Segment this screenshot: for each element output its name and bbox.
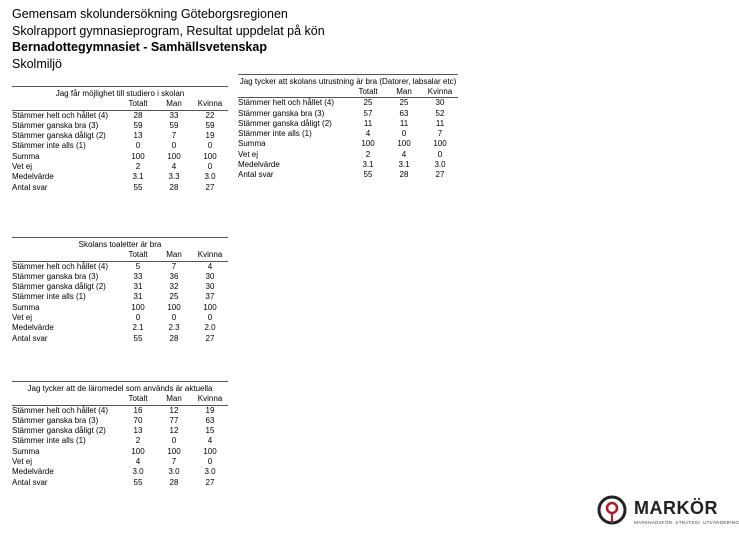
cell-value: 100 (361, 139, 375, 149)
report-title: Gemensam skolundersökning Göteborgsregionen (12, 7, 288, 21)
table-title: Skolans toaletter är bra (12, 237, 228, 250)
table-row (12, 282, 228, 292)
cell-value: 59 (205, 120, 215, 130)
table-toaletter (12, 237, 228, 344)
cell-value: 0 (135, 141, 141, 151)
cell-value: 3.1 (362, 160, 374, 170)
cell-value: 4 (207, 436, 213, 446)
table-title: Jag tycker att de läromedel som används är aktuella (12, 381, 228, 394)
row-label: Stämmer ganska dåligt (2) (12, 131, 106, 141)
cell-value: 70 (133, 415, 143, 425)
report-subtitle: Skolrapport gymnasieprogram, Resultat uppdelat på kön (12, 23, 325, 38)
row-label: Medelvärde (12, 172, 54, 182)
cell-value: 0 (207, 141, 213, 151)
row-label: Stämmer ganska bra (3) (238, 108, 325, 118)
table-row (12, 467, 228, 477)
table-row (12, 172, 228, 182)
table-row (12, 111, 228, 121)
table-title: Jag får möjlighet till studiero i skolan (12, 86, 228, 99)
table-row (12, 416, 228, 426)
table-row (238, 170, 458, 180)
cell-value: 0 (207, 313, 213, 323)
header-blank (238, 87, 350, 97)
row-label: Summa (238, 139, 266, 149)
cell-value: 0 (207, 457, 213, 467)
row-label: Medelvärde (12, 467, 54, 477)
cell-value: 4 (365, 129, 371, 139)
row-label: Antal svar (12, 477, 48, 487)
header-blank (12, 99, 120, 109)
column-header: Totalt (128, 394, 148, 404)
row-label: Stämmer helt och hållet (4) (12, 261, 109, 271)
logo-name: MARKÖR (634, 498, 718, 518)
cell-value: 30 (205, 271, 215, 281)
cell-value: 55 (133, 182, 143, 192)
cell-value: 100 (131, 302, 145, 312)
cell-value: 28 (169, 333, 179, 343)
row-label: Summa (12, 302, 40, 312)
table-row (12, 141, 228, 151)
school-program: Bernadottegymnasiet - Samhällsvetenskap (12, 40, 267, 54)
table-row (12, 323, 228, 333)
table-title: Jag tycker att skolans utrustning är bra (Datorer, labsalar etc) (238, 74, 458, 87)
table-header-row (12, 394, 228, 405)
cell-value: 77 (169, 415, 179, 425)
cell-value: 0 (171, 313, 177, 323)
table-row (12, 457, 228, 467)
row-label: Stämmer ganska bra (3) (12, 415, 99, 425)
cell-value: 15 (205, 426, 215, 436)
cell-value: 100 (131, 151, 145, 161)
row-label: Stämmer inte alls (1) (12, 436, 86, 446)
cell-value: 3.1 (398, 160, 410, 170)
header-blank (12, 250, 120, 260)
cell-value: 3.0 (204, 467, 216, 477)
column-header: Man (396, 87, 412, 96)
table-header-row (12, 99, 228, 110)
cell-value: 63 (399, 108, 409, 118)
cell-value: 33 (169, 110, 179, 120)
cell-value: 25 (399, 98, 409, 108)
cell-value: 4 (135, 457, 141, 467)
row-label: Stämmer inte alls (1) (12, 292, 86, 302)
header-blank (12, 394, 120, 404)
cell-value: 63 (205, 415, 215, 425)
cell-value: 27 (205, 182, 215, 192)
row-label: Vet ej (12, 313, 33, 323)
table-row (238, 160, 458, 170)
row-label: Stämmer ganska dåligt (2) (12, 426, 106, 436)
table-row (12, 152, 228, 162)
cell-value: 13 (133, 426, 143, 436)
row-label: Vet ej (238, 149, 259, 159)
table-header-row (12, 250, 228, 261)
cell-value: 3.0 (168, 467, 180, 477)
cell-value: 55 (133, 333, 143, 343)
cell-value: 30 (205, 282, 215, 292)
column-header: Kvinna (197, 394, 223, 404)
cell-value: 3.3 (168, 172, 180, 182)
row-label: Medelvärde (12, 323, 54, 333)
row-label: Stämmer helt och hållet (4) (12, 110, 109, 120)
table-row (238, 150, 458, 160)
cell-value: 0 (207, 162, 213, 172)
cell-value: 22 (205, 110, 215, 120)
cell-value: 100 (131, 446, 145, 456)
table-row (12, 436, 228, 446)
row-label: Stämmer ganska bra (3) (12, 120, 99, 130)
cell-value: 100 (203, 151, 217, 161)
cell-value: 16 (133, 405, 143, 415)
row-label: Summa (12, 151, 40, 161)
table-row (12, 426, 228, 436)
row-label: Vet ej (12, 457, 33, 467)
cell-value: 100 (203, 302, 217, 312)
markor-logo (596, 494, 739, 534)
table-utrustning (238, 74, 458, 181)
cell-value: 12 (169, 405, 179, 415)
table-studiero (12, 86, 228, 193)
table-row (12, 183, 228, 193)
row-label: Stämmer helt och hållet (4) (12, 405, 109, 415)
cell-value: 100 (167, 151, 181, 161)
table-row (12, 121, 228, 131)
row-label: Medelvärde (238, 160, 280, 170)
table-row (12, 292, 228, 302)
cell-value: 28 (169, 182, 179, 192)
cell-value: 100 (433, 139, 447, 149)
cell-value: 0 (171, 436, 177, 446)
cell-value: 19 (205, 405, 215, 415)
table-row (12, 334, 228, 344)
cell-value: 2 (135, 436, 141, 446)
markor-logo-icon (596, 494, 628, 526)
cell-value: 28 (169, 477, 179, 487)
cell-value: 3.0 (132, 467, 144, 477)
table-header-row (238, 87, 458, 98)
cell-value: 0 (401, 129, 407, 139)
cell-value: 37 (205, 292, 215, 302)
cell-value: 27 (205, 477, 215, 487)
cell-value: 2 (365, 149, 371, 159)
table-row (12, 131, 228, 141)
table-row (238, 98, 458, 108)
row-label: Stämmer ganska bra (3) (12, 271, 99, 281)
cell-value: 11 (435, 118, 445, 128)
column-header: Kvinna (197, 99, 223, 109)
cell-value: 100 (203, 446, 217, 456)
cell-value: 25 (169, 292, 179, 302)
column-header: Man (166, 394, 182, 404)
cell-value: 28 (399, 170, 409, 180)
cell-value: 4 (171, 162, 177, 172)
cell-value: 2.1 (132, 323, 144, 333)
cell-value: 5 (135, 261, 141, 271)
table-row (12, 272, 228, 282)
cell-value: 55 (133, 477, 143, 487)
table-row (12, 162, 228, 172)
cell-value: 36 (169, 271, 179, 281)
cell-value: 0 (437, 149, 443, 159)
row-label: Stämmer ganska dåligt (2) (12, 282, 106, 292)
table-row (238, 119, 458, 129)
cell-value: 3.1 (132, 172, 144, 182)
cell-value: 30 (435, 98, 445, 108)
table-row (12, 303, 228, 313)
column-header: Kvinna (197, 250, 223, 260)
cell-value: 100 (167, 302, 181, 312)
cell-value: 52 (435, 108, 445, 118)
column-header: Totalt (128, 250, 148, 260)
cell-value: 4 (401, 149, 407, 159)
cell-value: 28 (133, 110, 143, 120)
cell-value: 59 (133, 120, 143, 130)
cell-value: 12 (169, 426, 179, 436)
row-label: Stämmer ganska dåligt (2) (238, 118, 332, 128)
table-row (12, 447, 228, 457)
cell-value: 100 (397, 139, 411, 149)
table-row (238, 139, 458, 149)
section-title: Skolmiljö (12, 56, 63, 71)
cell-value: 27 (435, 170, 445, 180)
cell-value: 33 (133, 271, 143, 281)
cell-value: 19 (205, 131, 215, 141)
cell-value: 100 (167, 446, 181, 456)
cell-value: 3.0 (204, 172, 216, 182)
cell-value: 11 (363, 118, 373, 128)
cell-value: 27 (205, 333, 215, 343)
cell-value: 4 (207, 261, 213, 271)
row-label: Stämmer inte alls (1) (12, 141, 86, 151)
row-label: Antal svar (12, 182, 48, 192)
cell-value: 59 (169, 120, 179, 130)
cell-value: 7 (437, 129, 443, 139)
row-label: Vet ej (12, 162, 33, 172)
row-label: Antal svar (238, 170, 274, 180)
table-laromedel (12, 381, 228, 488)
table-row (12, 313, 228, 323)
row-label: Stämmer inte alls (1) (238, 129, 312, 139)
report-header (12, 6, 325, 72)
cell-value: 11 (399, 118, 409, 128)
cell-value: 0 (135, 313, 141, 323)
table-row (238, 129, 458, 139)
row-label: Summa (12, 446, 40, 456)
cell-value: 32 (169, 282, 179, 292)
cell-value: 0 (171, 141, 177, 151)
logo-tagline: MARKNADSFÖR. STRATEGI. UTVÄRDERING (634, 520, 739, 525)
column-header: Man (166, 250, 182, 260)
cell-value: 3.0 (434, 160, 446, 170)
row-label: Antal svar (12, 333, 48, 343)
table-row (12, 478, 228, 488)
cell-value: 2.0 (204, 323, 216, 333)
cell-value: 7 (171, 457, 177, 467)
cell-value: 13 (133, 131, 143, 141)
column-header: Totalt (128, 99, 148, 109)
cell-value: 57 (363, 108, 373, 118)
cell-value: 31 (133, 282, 143, 292)
cell-value: 31 (133, 292, 143, 302)
row-label: Stämmer helt och hållet (4) (238, 98, 335, 108)
cell-value: 7 (171, 131, 177, 141)
cell-value: 7 (171, 261, 177, 271)
cell-value: 2.3 (168, 323, 180, 333)
cell-value: 55 (363, 170, 373, 180)
table-row (238, 109, 458, 119)
table-row (12, 262, 228, 272)
column-header: Man (166, 99, 182, 109)
column-header: Kvinna (427, 87, 453, 96)
table-row (12, 406, 228, 416)
column-header: Totalt (358, 87, 378, 96)
cell-value: 25 (363, 98, 373, 108)
cell-value: 2 (135, 162, 141, 172)
